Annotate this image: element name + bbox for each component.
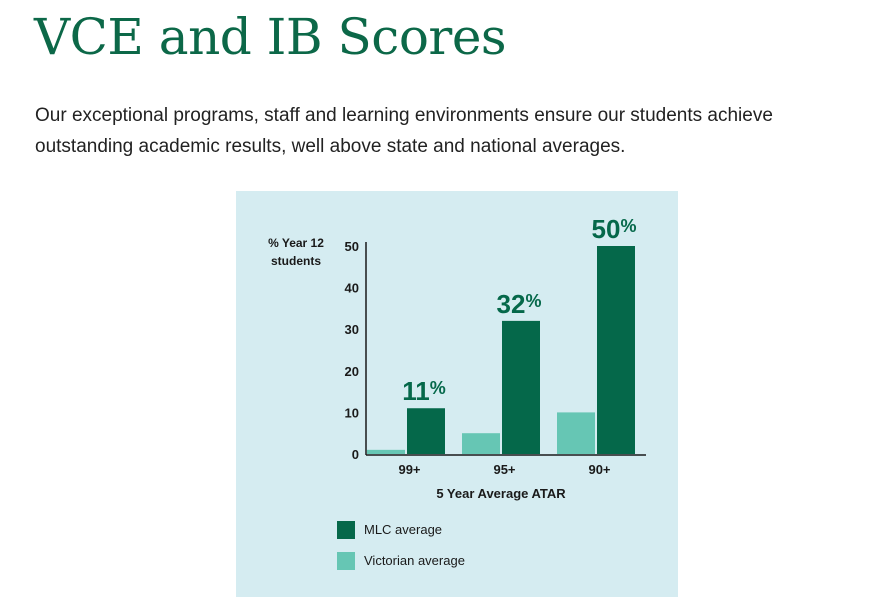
chart-panel xyxy=(236,191,678,597)
y-axis-label: % Year 12 students xyxy=(268,236,324,268)
bar-victorian-1 xyxy=(462,433,500,454)
data-label-mlc-2: 50% xyxy=(591,214,637,244)
bar-mlc-2 xyxy=(597,246,635,454)
page-title: VCE and IB Scores xyxy=(34,8,507,66)
data-label-mlc-1: 32% xyxy=(496,288,542,319)
bar-victorian-2 xyxy=(557,412,595,454)
y-tick-label: 30 xyxy=(344,322,359,338)
bar-mlc-1 xyxy=(502,321,540,454)
legend-item-victorian xyxy=(337,552,557,572)
y-tick-label: 50 xyxy=(344,239,359,254)
legend-label-victorian: Victorian average xyxy=(364,553,465,568)
bar-mlc-0 xyxy=(407,408,445,454)
y-tick-label: 0 xyxy=(351,447,359,462)
x-tick-label-2: 90+ xyxy=(588,462,611,477)
y-tick-label: 40 xyxy=(344,280,359,296)
legend-swatch-mlc xyxy=(337,521,355,539)
legend-item-mlc xyxy=(337,521,557,541)
legend-label-mlc: MLC average xyxy=(364,522,443,537)
y-tick-label: 10 xyxy=(344,405,359,421)
legend-swatch-victorian xyxy=(337,552,355,570)
intro-text: Our exceptional programs, staff and learning environments ensure our students achieve outstanding academic results, well above state and national averages. xyxy=(35,105,773,157)
x-tick-label-1: 95+ xyxy=(493,462,516,477)
x-axis-label: 5 Year Average ATAR xyxy=(436,486,566,501)
bar-victorian-0 xyxy=(367,450,405,454)
x-tick-label-0: 99+ xyxy=(398,462,421,477)
y-tick-label: 20 xyxy=(344,363,359,379)
data-label-mlc-0: 11% xyxy=(402,376,446,407)
